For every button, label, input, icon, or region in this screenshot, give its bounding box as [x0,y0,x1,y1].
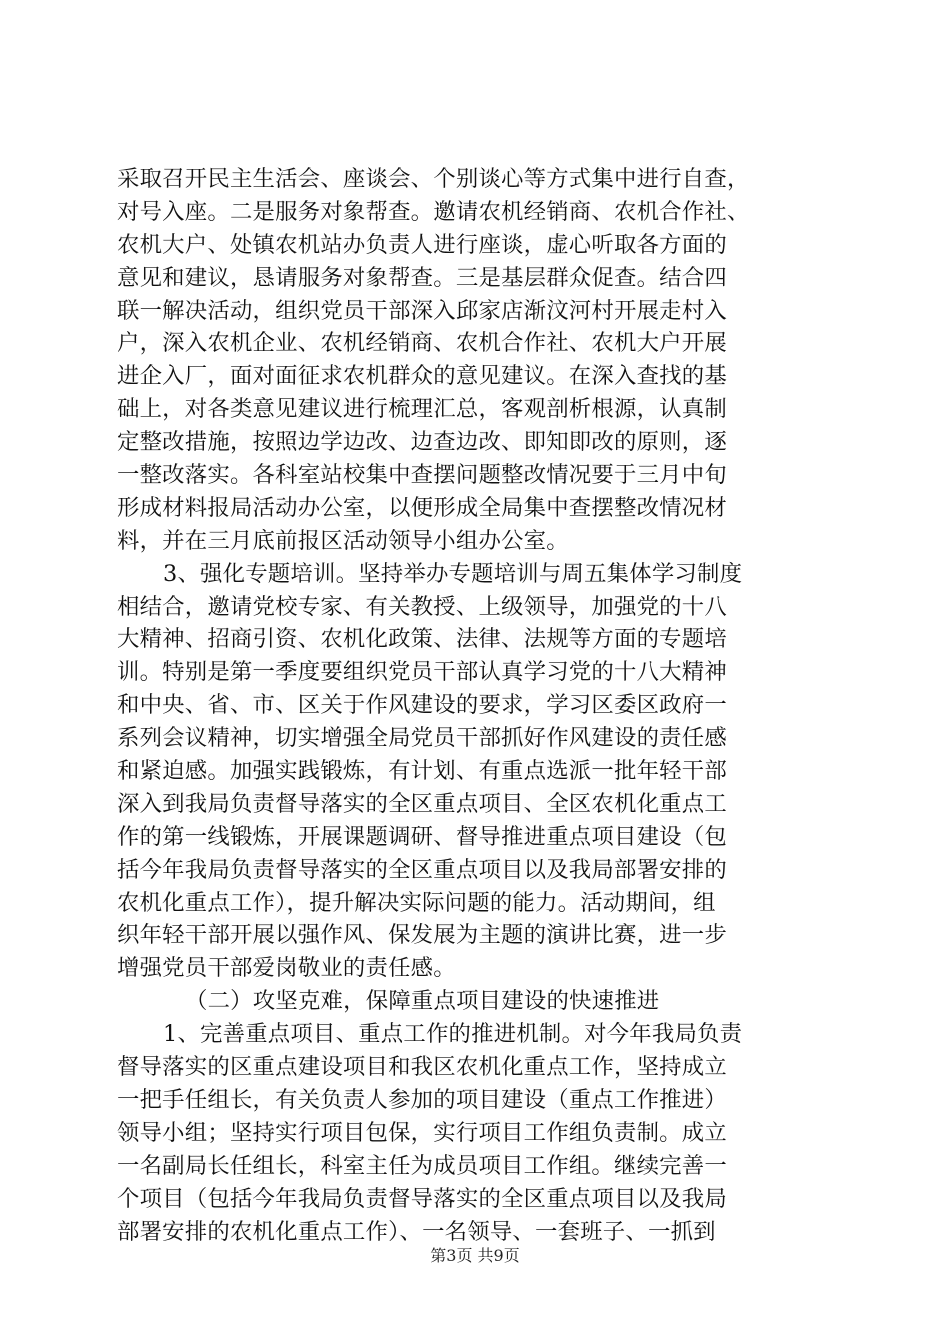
text-line: 料，并在三月底前报区活动领导小组办公室。 [117,527,569,554]
text-line: 进企入厂，面对面征求农机群众的意见建议。在深入查找的基 [117,363,727,390]
text-line: 农机化重点工作），提升解决实际问题的能力。活动期间，组 [117,889,716,916]
text-line: 领导小组；坚持实行项目包保，实行项目工作组负责制。成立 [117,1119,727,1146]
text-line: 和中央、省、市、区关于作风建设的要求，学习区委区政府一 [117,692,727,719]
text-line: 采取召开民主生活会、座谈会、个别谈心等方式集中进行自查， [117,166,750,192]
text-line: 括今年我局负责督导落实的全区重点项目以及我局部署安排的 [117,856,727,883]
text-line: 相结合，邀请党校专家、有关教授、上级领导，加强党的十八 [117,593,727,620]
text-line: 增强党员干部爱岗敬业的责任感。 [117,955,456,982]
paragraph-first-line: 3、强化专题培训。坚持举办专题培训与周五集体学习制度 [163,560,743,587]
text-line: 部署安排的农机化重点工作）、一名领导、一套班子、一抓到 [117,1218,716,1245]
document-body [117,163,843,1248]
text-line: 联一解决活动，组织党员干部深入邱家店渐汶河村开展走村入 [117,297,727,324]
text-line: 户，深入农机企业、农机经销商、农机合作社、农机大户开展 [117,330,727,357]
page-number: 第3页 共9页 [430,1246,520,1265]
text-line: 作的第一线锻炼，开展课题调研、督导推进重点项目建设（包 [117,823,727,850]
text-line: 对号入座。二是服务对象帮查。邀请农机经销商、农机合作社、 [117,198,750,225]
text-line: 系列会议精神，切实增强全局党员干部抓好作风建设的责任感 [117,725,727,752]
text-line: 一把手任组长，有关负责人参加的项目建设（重点工作推进） [117,1086,727,1113]
text-line: 大精神、招商引资、农机化政策、法律、法规等方面的专题培 [117,626,727,653]
text-line: 础上，对各类意见建议进行梳理汇总，客观剖析根源，认真制 [117,396,727,423]
text-line: 定整改措施，按照边学边改、边查边改、即知即改的原则，逐 [117,429,727,456]
text-line: 农机大户、处镇农机站办负责人进行座谈，虚心听取各方面的 [117,231,727,258]
text-line: 一名副局长任组长，科室主任为成员项目工作组。继续完善一 [117,1152,727,1179]
text-line: 训。特别是第一季度要组织党员干部认真学习党的十八大精神 [117,659,727,686]
paragraph-first-line: 1、完善重点项目、重点工作的推进机制。对今年我局负责 [163,1021,743,1048]
section-heading: （二）攻坚克难，保障重点项目建设的快速推进 [185,988,660,1015]
text-line: 意见和建议，恳请服务对象帮查。三是基层群众促查。结合四 [117,264,727,291]
text-line: 深入到我局负责督导落实的全区重点项目、全区农机化重点工 [117,790,727,817]
text-line: 一整改落实。各科室站校集中查摆问题整改情况要于三月中旬 [117,462,727,489]
text-line: 个项目（包括今年我局负责督导落实的全区重点项目以及我局 [117,1185,727,1212]
text-line: 织年轻干部开展以强作风、保发展为主题的演讲比赛，进一步 [117,922,727,949]
text-line: 督导落实的区重点建设项目和我区农机化重点工作，坚持成立 [117,1054,727,1081]
text-line: 形成材料报局活动办公室，以便形成全局集中查摆整改情况材 [117,494,727,521]
text-line: 和紧迫感。加强实践锻炼，有计划、有重点选派一批年轻干部 [117,758,727,785]
